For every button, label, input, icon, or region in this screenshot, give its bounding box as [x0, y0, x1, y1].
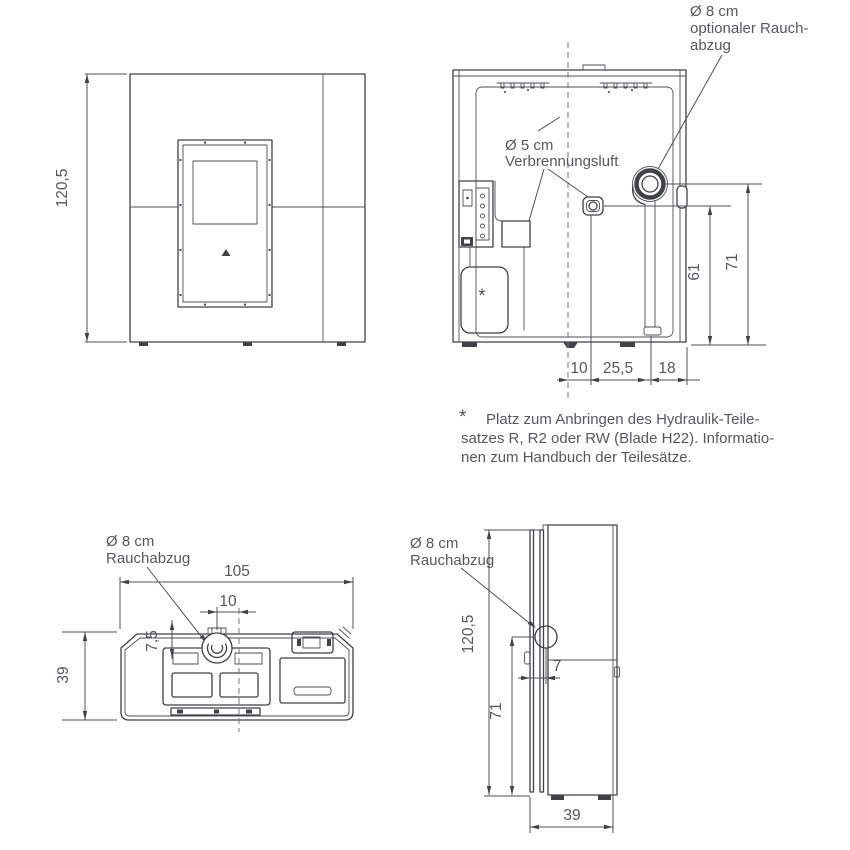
rear-air-diameter-label: Ø 5 cm	[505, 137, 554, 154]
rear-air-height-dimension-label: 61	[686, 263, 703, 281]
rear-view	[453, 3, 808, 398]
top-hopper-lid	[280, 658, 345, 703]
side-pipe-offset-dimension-label: 7	[552, 658, 562, 675]
footnote-line2: satzes R, R2 oder RW (Blade H22). Informatio-	[461, 430, 775, 447]
top-depth-dimension	[55, 632, 117, 720]
front-height-dimension-label: 120,5	[54, 168, 71, 208]
top-depth-dimension-label: 39	[55, 666, 72, 684]
rear-center-to-air-dimension-label: 10	[570, 360, 588, 377]
side-height-dimension	[460, 530, 540, 796]
footnote-line1: Platz zum Anbringen des Hydraulik-Teile-	[486, 411, 760, 428]
footnote-line3: nen zum Handbuch der Teilesätze.	[461, 449, 692, 466]
rear-exhaust-to-edge-dimension-label: 18	[658, 360, 676, 377]
top-pipe-depth-dimension-label: 7,5	[144, 630, 161, 652]
rear-step-edge	[495, 181, 502, 221]
top-exhaust-label: Rauchabzug	[106, 550, 191, 567]
top-center-offset-dimension	[200, 593, 256, 630]
front-door-frame	[178, 140, 272, 307]
top-display-unit	[292, 632, 333, 653]
side-rear-shield-outer	[530, 530, 534, 792]
rear-junction-box	[502, 221, 530, 247]
rear-exhaust-label-line2: abzug	[690, 37, 731, 54]
side-height-dimension-label: 120,5	[460, 614, 477, 654]
rear-side-bracket	[677, 186, 687, 208]
footnote-marker: *	[459, 407, 467, 428]
brand-flame-icon	[222, 249, 231, 256]
rear-exhaust-label-line1: optionaler Rauch-	[690, 20, 809, 37]
top-width-dimension-label: 105	[224, 563, 250, 580]
side-exhaust-height-dimension-label: 71	[488, 702, 505, 720]
rear-mount-brackets	[497, 83, 652, 93]
top-vent-small-left	[173, 653, 198, 664]
top-exhaust-diameter-label: Ø 8 cm	[106, 533, 155, 550]
top-vent-large-left	[172, 673, 212, 697]
rear-feet	[462, 342, 635, 348]
rear-inner-panel	[476, 87, 673, 337]
side-view	[410, 525, 620, 833]
rear-hydraulic-space-marker: *	[478, 286, 486, 307]
top-exhaust-pipe	[202, 628, 232, 663]
side-exhaust-pipe-circle	[535, 626, 557, 648]
side-top-lip	[543, 525, 548, 530]
side-feet	[551, 795, 611, 800]
rear-combustion-air-port	[583, 197, 603, 215]
side-shield-clip	[525, 652, 531, 664]
rear-air-to-exhaust-dimension-label: 25,5	[602, 360, 634, 377]
top-front-bar	[171, 708, 260, 715]
rear-top-tab	[583, 65, 605, 70]
rear-exhaust-fan	[633, 167, 668, 336]
top-exhaust-leader-line	[147, 567, 204, 640]
front-height-dimension	[54, 74, 127, 342]
top-view	[55, 533, 353, 732]
rear-air-label: Verbrennungsluft	[505, 153, 619, 170]
footnote	[459, 407, 774, 466]
top-center-offset-dimension-label: 10	[219, 593, 237, 610]
rear-exhaust-height-dimension-label: 71	[724, 253, 741, 271]
rear-bottom-chain-dimensions	[557, 215, 700, 385]
side-exhaust-height-dimension	[488, 637, 534, 795]
rear-exhaust-leader-line	[658, 55, 722, 169]
front-door-window	[193, 161, 257, 224]
top-hinge-mark	[339, 627, 351, 638]
front-view	[54, 74, 365, 346]
side-exhaust-diameter-label: Ø 8 cm	[410, 535, 459, 552]
side-exhaust-label: Rauchabzug	[410, 552, 495, 569]
rear-terminal-panel	[459, 181, 493, 247]
side-depth-dimension	[530, 795, 613, 833]
rear-exhaust-diameter-label: Ø 8 cm	[690, 3, 739, 20]
side-depth-dimension-label: 39	[563, 807, 581, 824]
front-door-inner-frame	[183, 145, 267, 302]
side-rear-shield-inner	[540, 530, 544, 792]
